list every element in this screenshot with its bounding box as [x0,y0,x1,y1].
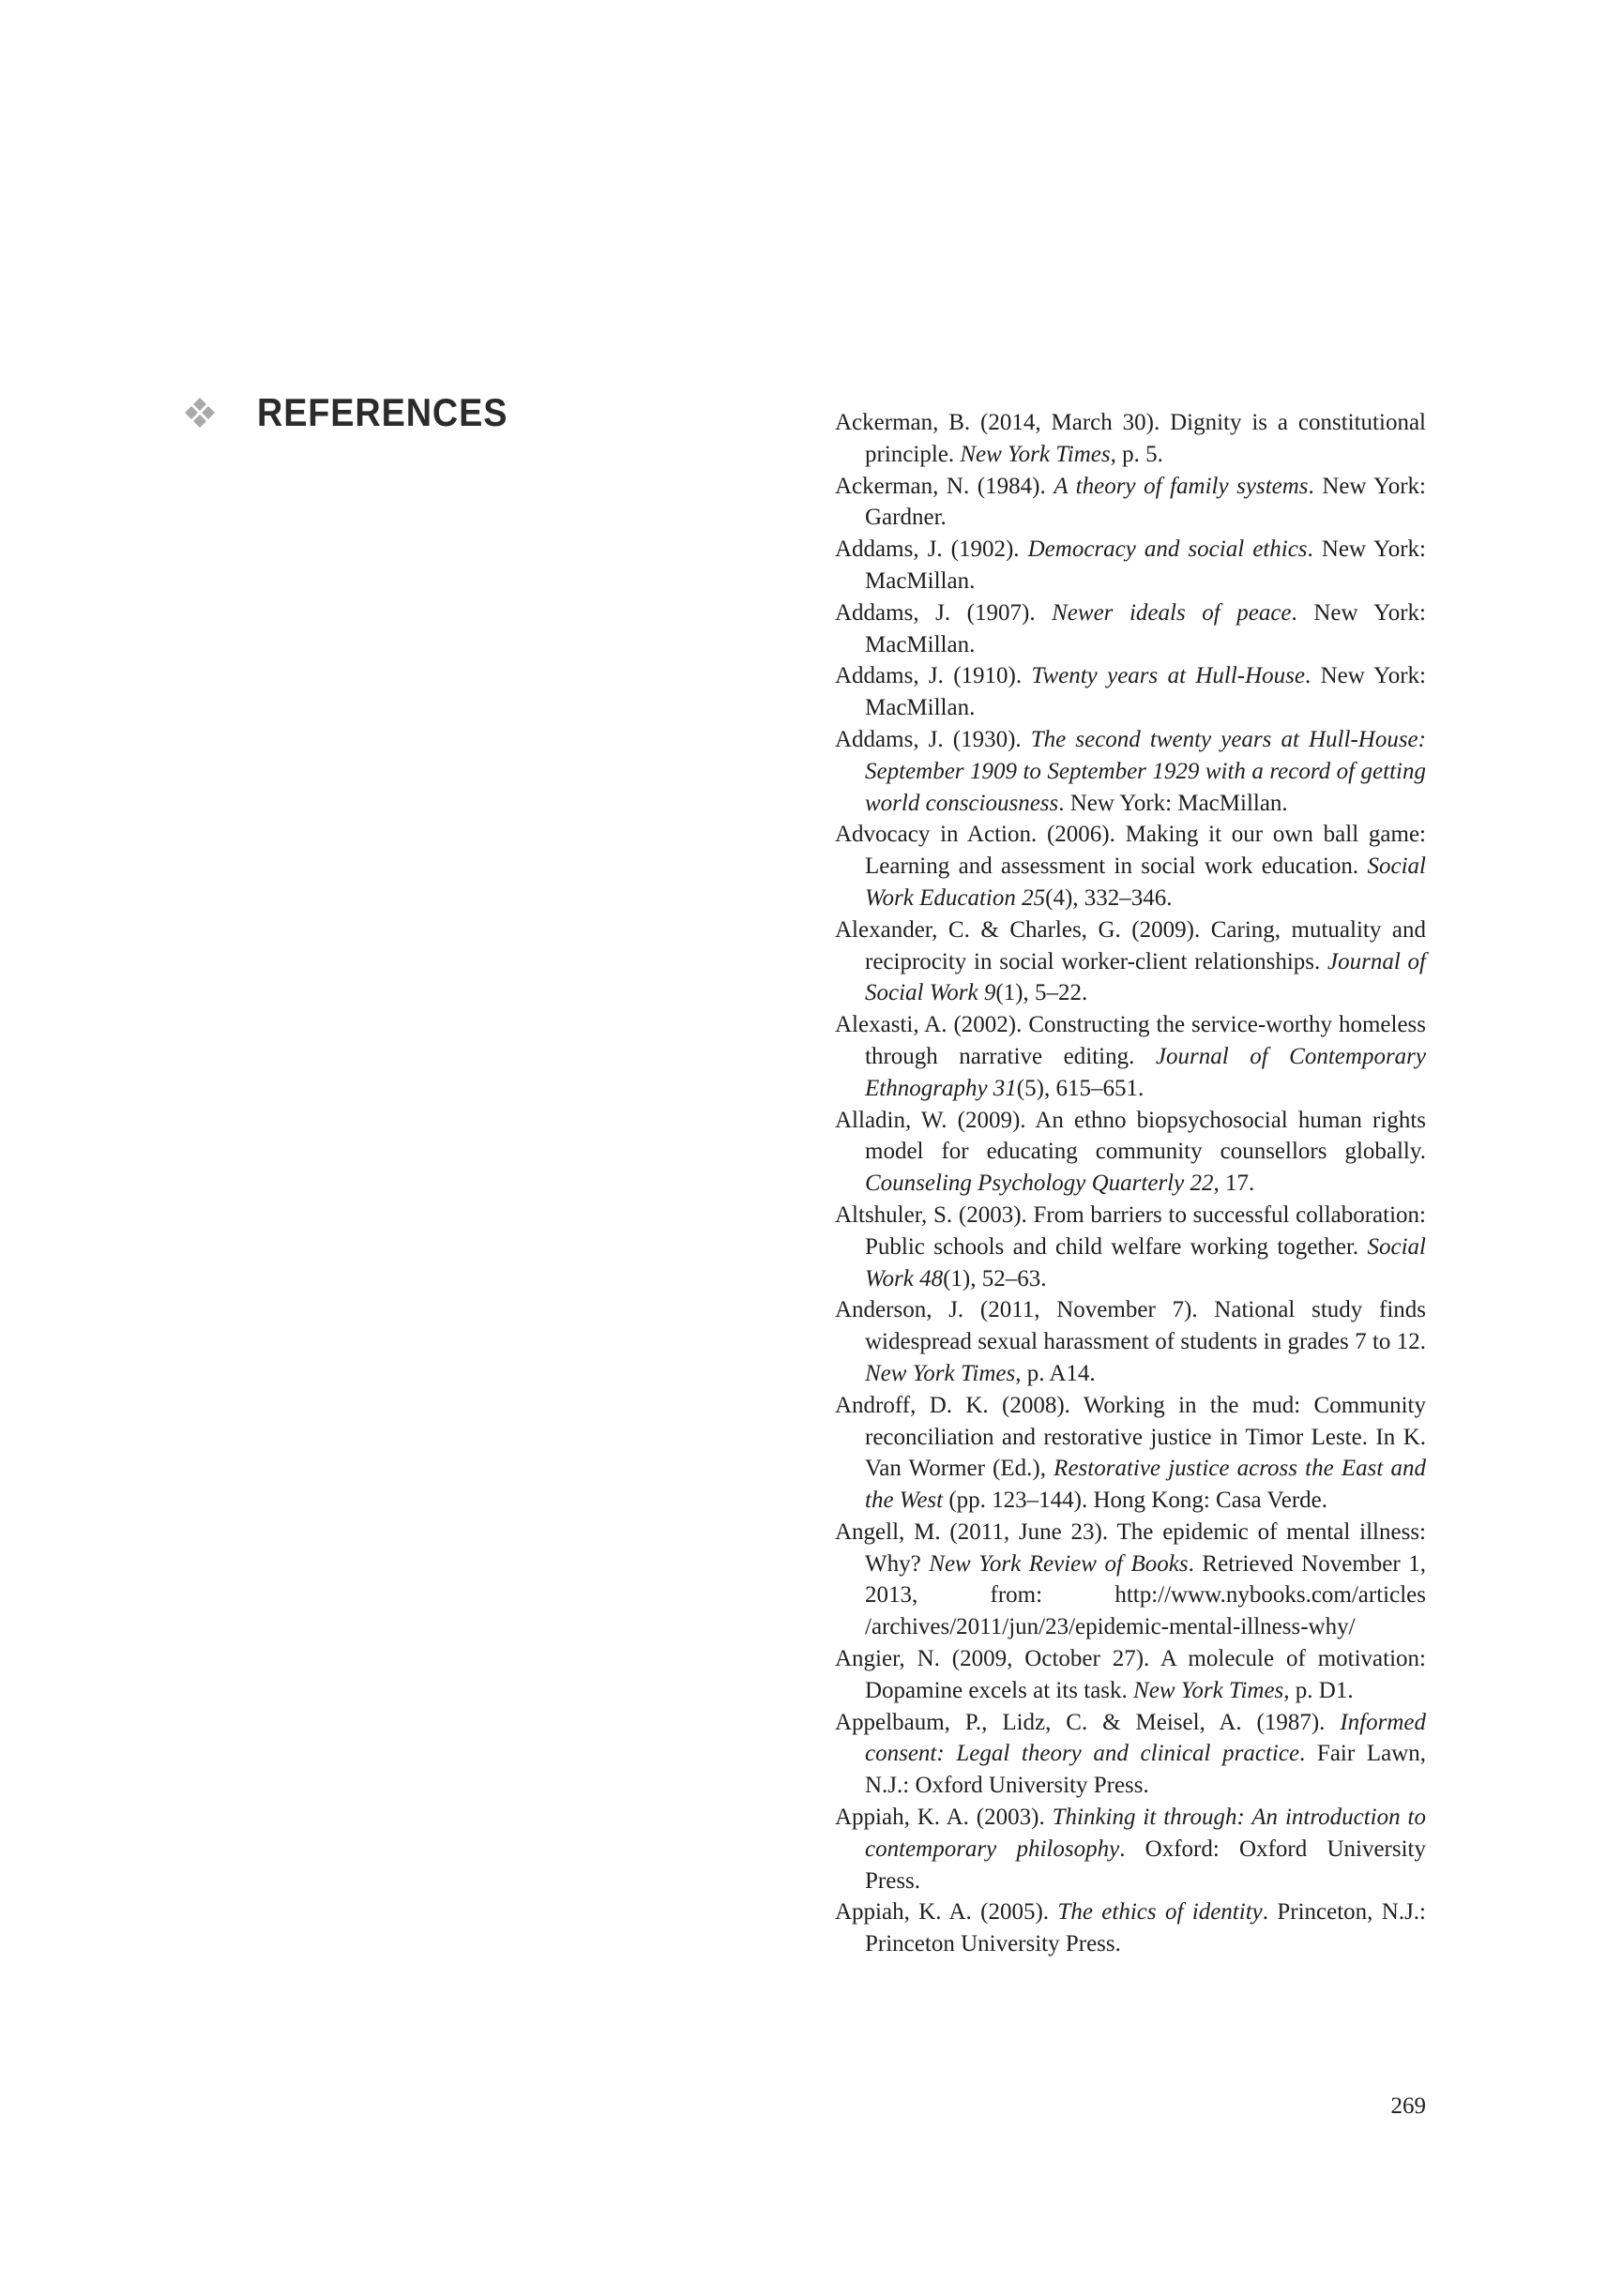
reference-details: , 17. [1213,1171,1255,1197]
four-diamond-ornament-icon [184,397,216,429]
reference-entry [835,914,1426,1009]
reference-title: Thinking it through: An introduction to contemporary philosophy [865,1805,1426,1862]
reference-title: Informed consent: Legal theory and clinical practice [865,1709,1426,1767]
page-number: 269 [1390,2093,1426,2119]
page-title: REFERENCES [257,390,508,434]
reference-entry [835,1009,1426,1104]
reference-entry [835,1802,1426,1896]
reference-details: . Oxford: Oxford University Press. [865,1835,1426,1894]
reference-title: New York Times [865,1360,1016,1386]
reference-entry [835,1517,1426,1643]
reference-title: Journal of Social Work 9 [865,948,1426,1006]
reference-details: . New York: MacMillan. [865,536,1426,594]
reference-entry [835,471,1426,535]
reference-text: Angell, M. (2011, June 23). The epidemic of mental illness: Why? [835,1518,1426,1577]
reference-text: Alexasti, A. (2002). Constructing the service-worthy homeless through narrative editing. [835,1012,1426,1069]
reference-entry [835,1707,1426,1802]
reference-details: . Fair Lawn, N.J.: Oxford University Press. [865,1741,1426,1799]
reference-entry [835,1200,1426,1294]
reference-details: , p. A14. [1015,1360,1096,1386]
reference-details: , p. D1. [1283,1677,1354,1703]
reference-entry [835,1896,1426,1960]
reference-text: Addams, J. (1930). [835,726,1031,752]
reference-entry [835,1643,1426,1707]
reference-details: , p. 5. [1110,441,1163,467]
reference-title: Democracy and social ethics [1027,536,1308,563]
reference-text: Angier, N. (2009, October 27). A molecule of motivation: Dopamine excels at its task. [835,1646,1426,1703]
reference-text: Altshuler, S. (2003). From barriers to successful collaboration: Public schools and child welfare working together. [835,1201,1426,1260]
reference-text: Addams, J. (1907). [835,599,1053,626]
reference-details: (4), 332–346. [1045,884,1173,911]
reference-title: Journal of Contemporary Ethnography 31 [865,1043,1426,1101]
reference-entry [835,1105,1426,1200]
reference-title: New York Review of Books [929,1550,1189,1577]
reference-details: . New York: MacMillan. [865,663,1426,721]
reference-text: Ackerman, B. (2014, March 30). Dignity is a constitutional principle. [835,410,1426,467]
reference-title: Twenty years at Hull-House [1031,663,1305,689]
reference-text: Advocacy in Action. (2006). Making it our own ball game: Learning and assessment in social work education. [835,822,1426,880]
reference-details: . New York: MacMillan. [1058,790,1288,816]
reference-text: Alexander, C. & Charles, G. (2009). Caring, mutuality and reciprocity in social worker-client relationships. [835,916,1426,974]
reference-details: . New York: MacMillan. [865,599,1426,657]
reference-details: (pp. 123–144). Hong Kong: Casa Verde. [943,1488,1327,1514]
reference-title: The second twenty years at Hull-House: September 1909 to September 1929 with a record of getting world consciousness [865,726,1426,816]
reference-text: Alladin, W. (2009). An ethno biopsychosocial human rights model for educating community counsellors globally. [835,1107,1426,1165]
reference-text: Addams, J. (1910). [835,663,1032,689]
reference-entry [835,819,1426,914]
reference-title: Newer ideals of peace [1052,599,1292,626]
reference-list [835,407,1426,1960]
reference-title: Restorative justice across the East and the West [865,1456,1426,1514]
reference-title: Social Work 48 [865,1233,1426,1292]
reference-title: New York Times [1133,1677,1284,1703]
reference-text: Appiah, K. A. (2005). [835,1899,1058,1926]
reference-entry [835,597,1426,661]
section-heading [184,390,536,435]
reference-details: (1), 52–63. [943,1265,1047,1292]
reference-title: Social Work Education 25 [865,853,1426,911]
reference-entry [835,1390,1426,1517]
reference-entry [835,1294,1426,1389]
reference-entry [835,724,1426,819]
reference-title: The ethics of identity [1057,1899,1263,1926]
reference-details: . New York: Gardner. [865,473,1426,531]
reference-details: . Retrieved November 1, 2013, from: http://www.nybooks.com/articles /archives/2011/jun/23/epidemic-mental-illness-why/ [865,1550,1427,1640]
reference-entry [835,534,1426,597]
reference-entry [835,660,1426,724]
reference-text: Ackerman, N. (1984). [835,473,1054,499]
reference-title: New York Times [960,441,1111,467]
reference-text: Addams, J. (1902). [835,536,1028,563]
reference-text: Androff, D. K. (2008). Working in the mud: Community reconciliation and restorative justice in Timor Leste. In K. Van Wormer (Ed.), [835,1392,1426,1482]
reference-text: Anderson, J. (2011, November 7). National study finds widespread sexual harassment of students in grades 7 to 12. [835,1297,1426,1355]
reference-details: (5), 615–651. [1016,1075,1145,1101]
reference-text: Appelbaum, P., Lidz, C. & Meisel, A. (1987). [835,1709,1341,1735]
reference-title: A theory of family systems [1054,473,1309,499]
reference-title: Counseling Psychology Quarterly 22 [865,1171,1214,1197]
reference-entry [835,407,1426,471]
reference-details: . Princeton, N.J.: Princeton University Press. [865,1899,1426,1957]
reference-text: Appiah, K. A. (2003). [835,1805,1053,1831]
reference-details: (1), 5–22. [995,980,1088,1006]
